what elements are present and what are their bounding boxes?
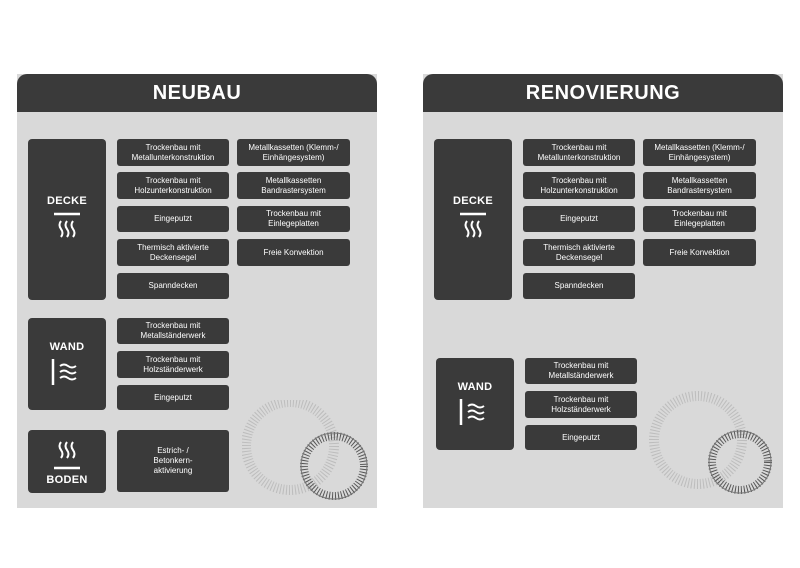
- renovierung-decke-category: [434, 139, 512, 300]
- neubau-title: NEUBAU: [17, 74, 377, 112]
- renovierung-panel: [423, 74, 783, 508]
- renovierung-decke-item[interactable]: Trockenbau mit Einlegeplatten: [643, 206, 756, 232]
- renovierung-decke-item[interactable]: Eingeputzt: [523, 206, 635, 232]
- renovierung-wand-item[interactable]: Eingeputzt: [525, 425, 637, 450]
- heat-waves-above-line-icon: [52, 438, 82, 472]
- neubau-decke-item[interactable]: Freie Konvektion: [237, 239, 350, 266]
- renovierung-decke-item[interactable]: Metallkassetten Bandrastersystem: [643, 172, 756, 199]
- decorative-circles: [242, 400, 370, 500]
- neubau-wand-label: WAND: [49, 341, 85, 353]
- renovierung-decke-item[interactable]: Freie Konvektion: [643, 239, 756, 266]
- renovierung-decke-label: DECKE: [452, 194, 493, 207]
- neubau-decke-item[interactable]: Thermisch aktivierte Deckensegel: [117, 239, 229, 266]
- neubau-wand-category: [28, 318, 106, 410]
- neubau-decke-item[interactable]: Metallkassetten (Klemm-/ Einhängesystem): [237, 139, 350, 166]
- renovierung-wand-label: WAND: [457, 381, 493, 393]
- decorative-circles: [648, 390, 776, 496]
- renovierung-decke-item[interactable]: Trockenbau mit Holzunterkonstruktion: [523, 172, 635, 199]
- neubau-decke-item[interactable]: Metallkassetten Bandrastersystem: [237, 172, 350, 199]
- neubau-panel: [17, 74, 377, 508]
- heat-waves-below-line-icon: [52, 211, 82, 245]
- neubau-decke-item[interactable]: Spanndecken: [117, 273, 229, 299]
- neubau-decke-item[interactable]: Eingeputzt: [117, 206, 229, 232]
- neubau-boden-category: [28, 430, 106, 493]
- renovierung-decke-item[interactable]: Spanndecken: [523, 273, 635, 299]
- renovierung-wand-category: [436, 358, 514, 450]
- renovierung-wand-item[interactable]: Trockenbau mit Holzständerwerk: [525, 391, 637, 418]
- renovierung-decke-item[interactable]: Thermisch aktivierte Deckensegel: [523, 239, 635, 266]
- neubau-wand-item[interactable]: Eingeputzt: [117, 385, 229, 410]
- neubau-boden-label: BODEN: [46, 473, 88, 486]
- neubau-boden-item[interactable]: Estrich- / Betonkern- aktivierung: [117, 430, 229, 492]
- neubau-decke-item[interactable]: Trockenbau mit Holzunterkonstruktion: [117, 172, 229, 199]
- heat-waves-beside-line-icon: [50, 357, 84, 387]
- neubau-decke-label: DECKE: [46, 194, 87, 207]
- renovierung-title: RENOVIERUNG: [423, 74, 783, 112]
- renovierung-decke-item[interactable]: Trockenbau mit Metallunterkonstruktion: [523, 139, 635, 166]
- renovierung-decke-item[interactable]: Metallkassetten (Klemm-/ Einhängesystem): [643, 139, 756, 166]
- neubau-wand-item[interactable]: Trockenbau mit Holzständerwerk: [117, 351, 229, 378]
- neubau-decke-item[interactable]: Trockenbau mit Einlegeplatten: [237, 206, 350, 232]
- heat-waves-beside-line-icon: [458, 397, 492, 427]
- neubau-decke-item[interactable]: Trockenbau mit Metallunterkonstruktion: [117, 139, 229, 166]
- heat-waves-below-line-icon: [458, 211, 488, 245]
- renovierung-wand-item[interactable]: Trockenbau mit Metallständerwerk: [525, 358, 637, 384]
- neubau-decke-category: [28, 139, 106, 300]
- neubau-wand-item[interactable]: Trockenbau mit Metallständerwerk: [117, 318, 229, 344]
